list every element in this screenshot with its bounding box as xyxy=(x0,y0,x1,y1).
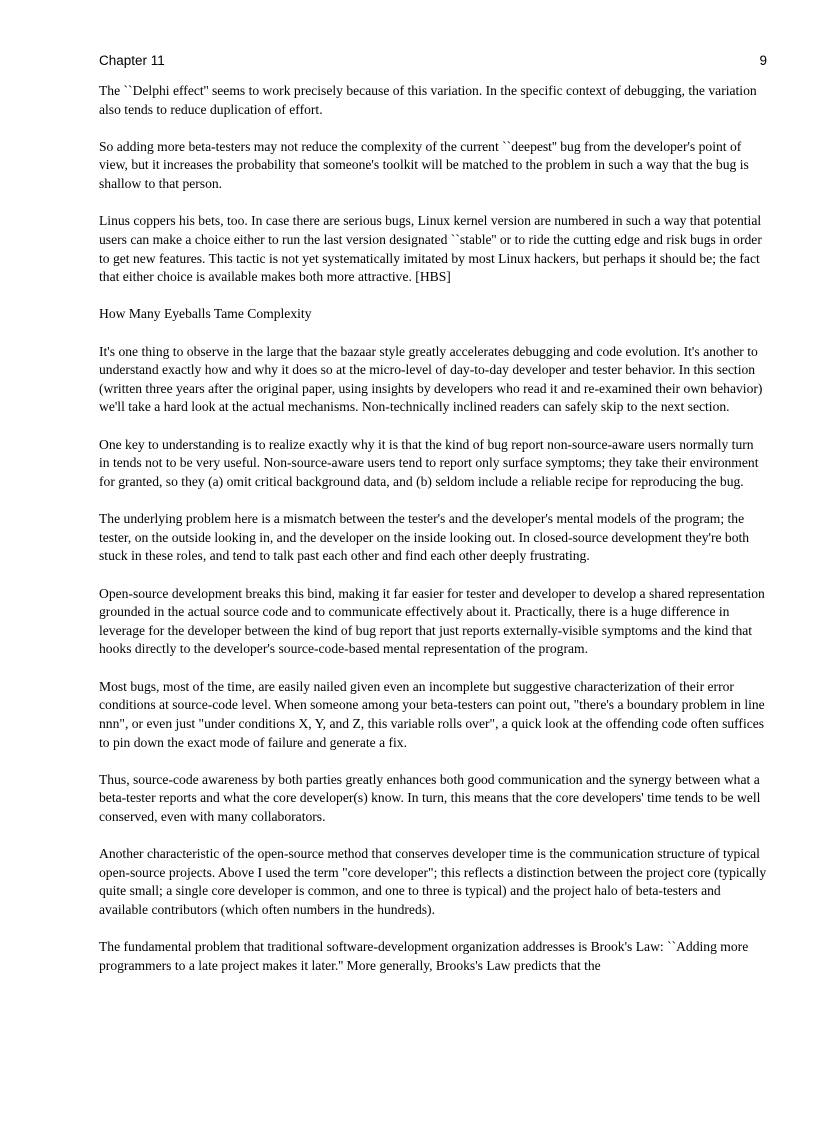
paragraph-bug-reports: One key to understanding is to realize exactly why it is that the kind of bug report non-source-aware users normally turn in tends not to be very useful. Non-source-aware users tend to report only surface symptoms; they take their environment for granted, so they (a) omit critical background data, and (b) seldom include a reliable recipe for reproducing the bug. xyxy=(99,436,759,489)
paragraph-most-bugs: Most bugs, most of the time, are easily nailed given even an incomplete but suggestive characterization of their error conditions at source-code level. When someone among your beta-testers can point out, "there's a boundary problem in line nnn", or even just "under conditions X, Y, and Z, this variable rolls over", a quick look at the offending code often suffices to pin down the exact mode of failure and generate a fix. xyxy=(99,678,765,750)
body-text xyxy=(99,82,767,994)
section-heading: How Many Eyeballs Tame Complexity xyxy=(99,306,312,322)
paragraph-bazaar-style: It's one thing to observe in the large that the bazaar style greatly accelerates debugging and code evolution. It's another to understand exactly how and why it does so at the micro-level of day-to-day developer and tester behavior. In this section (written three years after the original paper, using insights by developers who read it and re-examined their own behavior) we'll take a hard look at the actual mechanisms. Non-technically inclined readers can safely skip to the next section. xyxy=(99,343,763,415)
paragraph-open-source-bind: Open-source development breaks this bind, making it far easier for tester and developer to develop a shared representation grounded in the actual source code and to communicate effectively about it. Practically, there is a huge difference in leverage for the developer between the kind of bug report that just reports externally-visible symptoms and the kind that hooks directly to the developer's source-code-based mental representation of the program. xyxy=(99,585,765,657)
page-number: 9 xyxy=(759,53,767,68)
running-header xyxy=(99,53,767,71)
paragraph-delphi-effect: The ``Delphi effect'' seems to work precisely because of this variation. In the specific context of debugging, the variation also tends to reduce duplication of effort. xyxy=(99,83,757,117)
paragraph-source-awareness: Thus, source-code awareness by both parties greatly enhances both good communication and the synergy between what a beta-tester reports and what the core developer(s) know. In turn, this means that the core developers' time tends to be well conserved, even with many collaborators. xyxy=(99,771,761,824)
paragraph-mental-models: The underlying problem here is a mismatch between the tester's and the developer's mental models of the program; the tester, on the outside looking in, and the developer on the inside looking out. In closed-source development they're both stuck in these roles, and tend to talk past each other and find each other deeply frustrating. xyxy=(99,511,750,564)
paragraph-brooks-law: The fundamental problem that traditional software-development organization addresses is Brook's Law: ``Adding more programmers to a late project makes it later.'' More generally, Brooks's Law predicts that the xyxy=(99,939,749,973)
paragraph-beta-testers: So adding more beta-testers may not reduce the complexity of the current ``deepest'' bug from the developer's point of view, but it increases the probability that someone's toolkit will be matched to the problem in such a way that the bug is shallow to that person. xyxy=(99,138,749,192)
chapter-label: Chapter 11 xyxy=(99,53,165,68)
document-page xyxy=(99,0,767,1123)
paragraph-linus-bets: Linus coppers his bets, too. In case there are serious bugs, Linux kernel version are numbered in such a way that potential users can make a choice either to run the last version designated ``stable'' or to ride the cutting edge and risk bugs in order to get new features. This tactic is not yet systematically imitated by most Linux hackers, but perhaps it should be; the fact that either choice is available makes both more attractive. [HBS] xyxy=(99,213,762,285)
paragraph-communication-structure: Another characteristic of the open-source method that conserves developer time is the communication structure of typical open-source projects. Above I used the term "core developer"; this reflects a distinction between the project core (typically quite small; a single core developer is common, and one to three is typical) and the project halo of beta-testers and available contributors (which often numbers in the hundreds). xyxy=(99,846,767,918)
